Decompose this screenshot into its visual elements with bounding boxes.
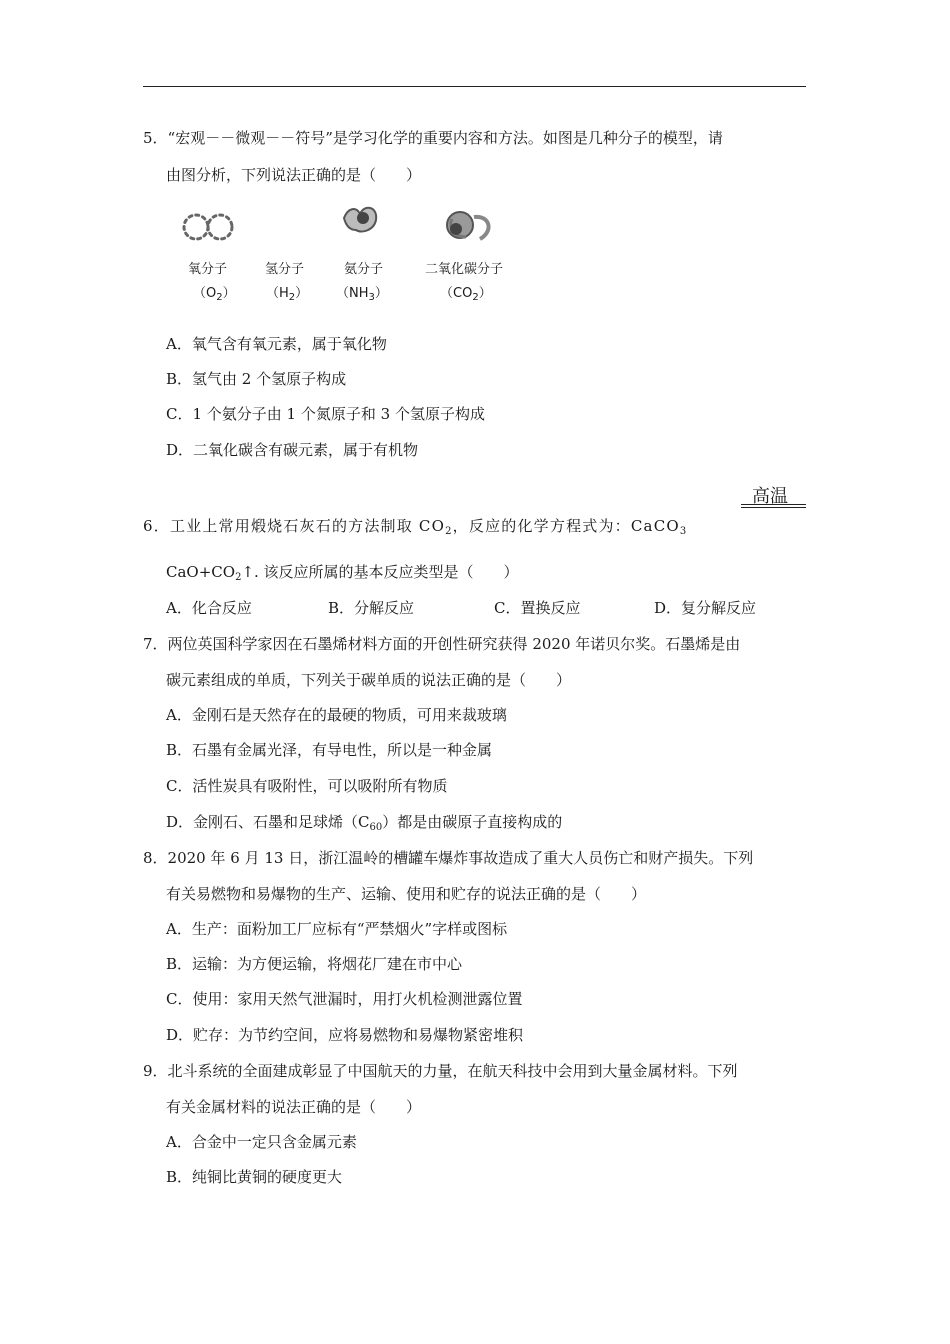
q5-option-d: D．二氧化碳含有碳元素，属于有机物 — [166, 441, 419, 459]
molecule-name-carbon-dioxide: 二氧化碳分子 — [425, 262, 504, 277]
q8-line2: 有关易燃物和易爆物的生产、运输、使用和贮存的说法正确的是（ ） — [166, 885, 647, 903]
q8-line1: 8．2020 年 6 月 13 日，浙江温岭的槽罐车爆炸事故造成了重大人员伤亡和财产损失。下列 — [143, 849, 754, 867]
q5-line1: 5．“宏观－－微观－－符号”是学习化学的重要内容和方法。如图是几种分子的模型，请 — [143, 129, 723, 147]
q6-option-c: C．置换反应 — [494, 599, 581, 617]
q6-option-d: D．复分解反应 — [654, 599, 757, 617]
reaction-arrow-rule-top — [741, 504, 806, 505]
q5-option-a: A．氧气含有氧元素，属于氧化物 — [166, 335, 387, 353]
molecule-formula-hydrogen: $(H_2)$ — [266, 286, 309, 303]
q9-option-a: A．合金中一定只含金属元素 — [166, 1133, 357, 1151]
q8-option-b: B．运输：为方便运输，将烟花厂建在市中心 — [166, 955, 463, 973]
q7-line2: 碳元素组成的单质，下列关于碳单质的说法正确的是（ ） — [166, 671, 572, 689]
molecule-formula-carbon-dioxide: $(CO_2)$ — [440, 286, 492, 303]
molecule-name-hydrogen: 氢分子 — [265, 262, 305, 277]
header-rule — [143, 86, 806, 87]
q9-line1: 9．北斗系统的全面建成彰显了中国航天的力量，在航天科技中会用到大量金属材料。下列 — [143, 1062, 738, 1080]
carbon-dioxide-molecule-image — [440, 205, 500, 247]
oxygen-molecule-image — [176, 207, 242, 247]
q8-option-a: A．生产：面粉加工厂应标有“严禁烟火”字样或图标 — [166, 920, 508, 938]
molecule-formula-oxygen: $(O_2)$ — [193, 286, 236, 303]
q7-option-b: B．石墨有金属光泽，有导电性，所以是一种金属 — [166, 741, 493, 759]
q9-option-b: B．纯铜比黄铜的硬度更大 — [166, 1168, 343, 1186]
q5-line2: 由图分析，下列说法正确的是（ ） — [166, 166, 422, 184]
q6-option-b: B．分解反应 — [328, 599, 415, 617]
molecule-formula-ammonia: $(NH_3)$ — [336, 286, 388, 303]
q6-option-a: A．化合反应 — [166, 599, 252, 617]
q9-line2: 有关金属材料的说法正确的是（ ） — [166, 1098, 422, 1116]
q8-option-c: C．使用：家用天然气泄漏时，用打火机检测泄露位置 — [166, 990, 523, 1008]
q7-option-a: A．金刚石是天然存在的最硬的物质，可用来裁玻璃 — [166, 706, 507, 724]
q7-line1: 7．两位英国科学家因在石墨烯材料方面的开创性研究获得 2020 年诺贝尔奖。石墨烯是由 — [143, 635, 741, 653]
q6-line2: $CaO+CO_2↑$. 该反应所属的基本反应类型是（ ） — [166, 563, 519, 583]
reaction-condition: 高温 — [752, 486, 788, 507]
q7-option-c: C．活性炭具有吸附性，可以吸附所有物质 — [166, 777, 448, 795]
ammonia-molecule-image — [336, 200, 386, 242]
q7-option-d: D．金刚石、石墨和足球烯$(C_{60})$都是由碳原子直接构成的 — [166, 813, 563, 833]
q8-option-d: D．贮存：为节约空间，应将易燃物和易爆物紧密堆积 — [166, 1026, 524, 1044]
molecule-name-oxygen: 氧分子 — [188, 262, 228, 277]
molecule-name-ammonia: 氨分子 — [344, 262, 384, 277]
q5-option-c: C．1 个氨分子由 1 个氮原子和 3 个氢原子构成 — [166, 405, 485, 423]
q5-option-b: B．氢气由 2 个氢原子构成 — [166, 370, 347, 388]
q6-line1: 6．工业上常用煅烧石灰石的方法制取 $CO_2$，反应的化学方程式为：CaCO$_3$ — [143, 517, 688, 537]
reaction-arrow-rule-bottom — [741, 507, 806, 508]
